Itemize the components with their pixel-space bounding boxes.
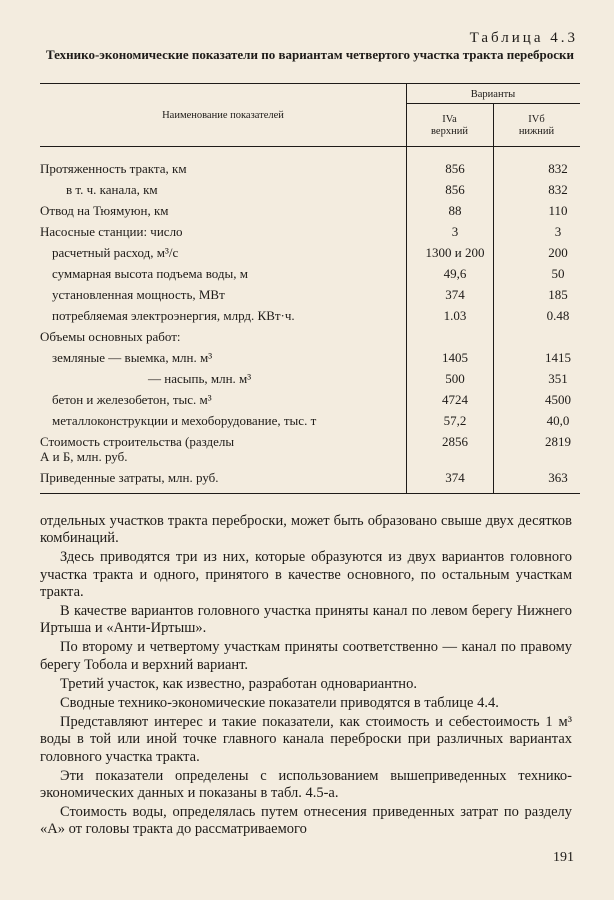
row-value-ivb: 200 (548, 245, 568, 260)
table-row (40, 182, 580, 204)
paragraph: Представляют интерес и такие показатели, как стоимость и себестоимость 1 м³ воды в той или иной точке главного канала переброски при различных вариантах головного участка тракта. (40, 714, 572, 765)
table-row (40, 245, 580, 267)
row-value-iva: 1300 и 200 (425, 245, 485, 260)
header-bottom-rule (40, 146, 580, 147)
row-value-ivb: 2819 (545, 434, 571, 449)
row-value-ivb: 351 (548, 371, 568, 386)
page-number: 191 (553, 850, 574, 865)
row-value-iva: 49,6 (443, 266, 467, 281)
row-value-iva: 856 (445, 161, 465, 176)
row-label: — насыпь, млн. м³ (148, 371, 252, 386)
paragraph: В качестве вариантов головного участка приняты канал по левом берегу Нижнего Иртыша и «Анти-Иртыш». (40, 603, 572, 637)
row-label: Объемы основных работ: (40, 329, 181, 344)
row-value-ivb: 1415 (545, 350, 571, 365)
row-value-iva: 1.03 (443, 308, 467, 323)
row-value-iva: 2856 (442, 434, 468, 449)
row-value-iva: 4724 (442, 392, 468, 407)
paragraph: Сводные технико-экономические показатели приводятся в таблице 4.4. (60, 695, 499, 712)
row-value-ivb: 832 (548, 161, 568, 176)
header-col2-code: IVб (528, 114, 545, 125)
table-row (40, 449, 580, 471)
row-label: Протяженность тракта, км (40, 161, 187, 176)
row-label: Приведенные затраты, млн. руб. (40, 470, 219, 485)
row-value-iva: 374 (445, 287, 465, 302)
table-row (40, 308, 580, 330)
header-col2 (493, 114, 580, 138)
row-label: Насосные станции: число (40, 224, 183, 239)
row-value-iva: 3 (451, 224, 459, 239)
table-row (40, 203, 580, 225)
row-label: земляные — выемка, млн. м³ (52, 350, 213, 365)
table-row (40, 350, 580, 372)
row-value-iva: 374 (445, 470, 465, 485)
table-row (40, 287, 580, 309)
table-title: Технико-экономические показатели по вариантам четвертого участка тракта переброски (45, 47, 575, 62)
header-variants: Варианты (470, 89, 516, 100)
table-row (40, 413, 580, 435)
table-row (40, 371, 580, 393)
header-col1 (406, 114, 493, 138)
row-value-ivb: 40,0 (546, 413, 570, 428)
row-value-iva: 500 (445, 371, 465, 386)
row-value-iva: 856 (445, 182, 465, 197)
row-value-ivb: 110 (548, 203, 568, 218)
row-value-ivb: 363 (548, 470, 568, 485)
table-label: Таблица 4.3 (469, 30, 578, 46)
row-label: суммарная высота подъема воды, м (52, 266, 248, 281)
table-row (40, 470, 580, 492)
row-value-iva: 88 (448, 203, 462, 218)
table-top-rule (40, 83, 580, 84)
table-row (40, 392, 580, 414)
row-value-ivb: 0.48 (546, 308, 570, 323)
row-label: Отвод на Тюямуюн, км (40, 203, 169, 218)
row-label: в т. ч. канала, км (66, 182, 158, 197)
row-value-ivb: 185 (548, 287, 568, 302)
row-value-iva: 1405 (442, 350, 468, 365)
row-value-ivb: 4500 (545, 392, 571, 407)
header-col2-desc: нижний (518, 126, 555, 137)
row-value-ivb: 3 (554, 224, 562, 239)
table-row (40, 161, 580, 183)
row-value-ivb: 50 (551, 266, 565, 281)
row-label: установленная мощность, МВт (52, 287, 225, 302)
row-label: бетон и железобетон, тыс. м³ (52, 392, 212, 407)
header-col1-code: IVa (442, 114, 457, 125)
paragraph: По второму и четвертому участкам приняты соответственно — канал по правому берегу Тобола и верхний вариант. (40, 639, 572, 673)
row-label: расчетный расход, м³/с (52, 245, 179, 260)
body-text (40, 513, 572, 841)
row-value-ivb: 832 (548, 182, 568, 197)
table-row (40, 329, 580, 351)
paragraph: Здесь приводятся три из них, которые образуются из двух вариантов головного участка тракта и одного, принятого в качестве основного, по остальным участкам тракта. (40, 549, 572, 600)
header-name-col: Наименование показателей (162, 110, 284, 121)
paragraph: отдельных участков тракта переброски, может быть образовано свыше двух десятков комбинаций. (40, 513, 572, 547)
row-label: потребляемая электроэнергия, млрд. КВт·ч. (52, 308, 295, 323)
table-bottom-rule (40, 493, 580, 494)
row-label-continued: А и Б, млн. руб. (40, 449, 128, 464)
row-label: Стоимость строительства (разделы (40, 434, 235, 449)
table-row (40, 266, 580, 288)
paragraph: Стоимость воды, определялась путем отнесения приведенных затрат по разделу «А» от головы тракта до рассматриваемого (40, 804, 572, 838)
header-col1-desc: верхний (431, 126, 468, 137)
paragraph: Третий участок, как известно, разработан одновариантно. (60, 675, 417, 692)
row-label: металлоконструкции и мехоборудование, тыс. т (52, 413, 317, 428)
row-value-iva: 57,2 (443, 413, 467, 428)
table-row (40, 224, 580, 246)
paragraph: Эти показатели определены с использованием вышеприведенных технико-экономических данных и показаны в табл. 4.5-а. (40, 767, 572, 802)
